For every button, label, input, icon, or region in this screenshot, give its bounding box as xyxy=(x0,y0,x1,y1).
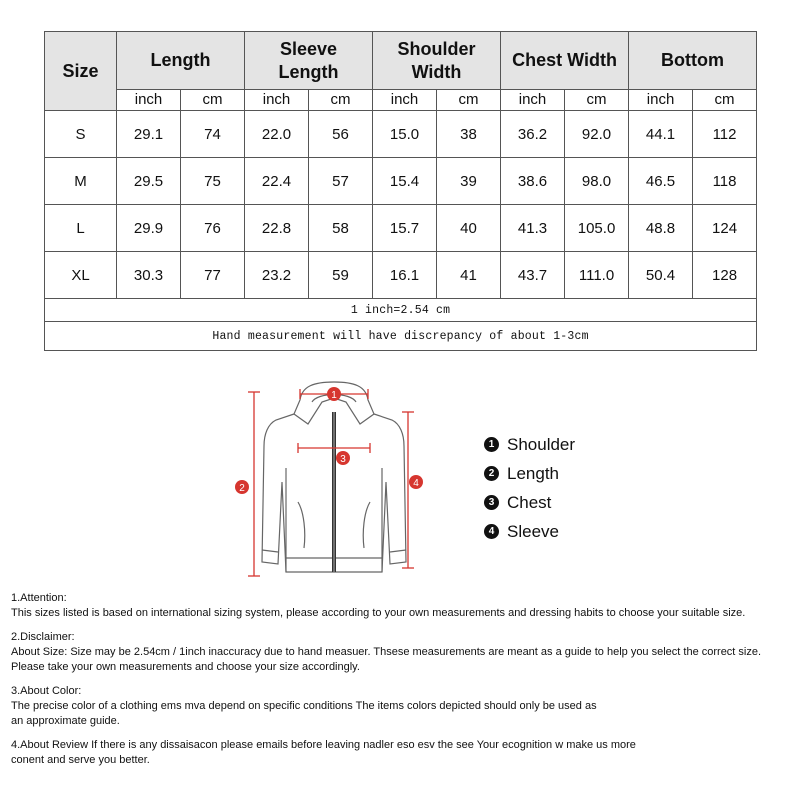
table-cell: 75 xyxy=(181,158,245,205)
legend-number: 4 xyxy=(484,524,499,539)
legend-item-length xyxy=(480,459,575,488)
table-cell: 56 xyxy=(309,111,373,158)
note-review xyxy=(11,738,796,768)
table-cell: 41 xyxy=(437,252,501,299)
notes-section xyxy=(11,591,796,777)
table-cell: 22.0 xyxy=(245,111,309,158)
size-chart-table xyxy=(44,31,757,351)
table-cell: 112 xyxy=(693,111,757,158)
jacket-measurement-diagram xyxy=(228,372,440,584)
table-cell: 40 xyxy=(437,205,501,252)
table-cell: 59 xyxy=(309,252,373,299)
legend-item-shoulder xyxy=(480,430,575,459)
units-row xyxy=(45,90,757,111)
note-attention xyxy=(11,591,796,621)
legend-item-chest xyxy=(480,488,575,517)
table-cell: 30.3 xyxy=(117,252,181,299)
table-cell: 38.6 xyxy=(501,158,565,205)
table-row xyxy=(45,111,757,158)
unit-cell: cm xyxy=(437,90,501,111)
header-sleeve-line2: Length xyxy=(278,61,339,82)
unit-cell: inch xyxy=(501,90,565,111)
table-cell: 77 xyxy=(181,252,245,299)
legend-number: 3 xyxy=(484,495,499,510)
table-cell: 92.0 xyxy=(565,111,629,158)
note-disclaimer xyxy=(11,630,796,675)
table-row xyxy=(45,252,757,299)
legend-label: Sleeve xyxy=(507,521,559,541)
table-cell: 43.7 xyxy=(501,252,565,299)
note-line: Please take your own measurements and choose your size accordingly. xyxy=(11,661,360,673)
marker-4 xyxy=(409,475,423,489)
table-cell: 22.8 xyxy=(245,205,309,252)
header-shoulder-width xyxy=(373,32,501,90)
legend-item-sleeve xyxy=(480,517,575,546)
header-size: Size xyxy=(45,32,117,111)
table-row xyxy=(45,205,757,252)
note-line: conent and serve you better. xyxy=(11,754,150,766)
conversion-note: 1 inch=2.54 cm xyxy=(45,299,757,322)
marker-2 xyxy=(235,480,249,494)
legend-label: Shoulder xyxy=(507,434,576,454)
note-line: This sizes listed is based on international sizing system, please according to your own measurements and dressing habits to choose your suitable size. xyxy=(11,607,746,619)
size-rows xyxy=(45,111,757,299)
note-line: About Size: Size may be 2.54cm / 1inch inaccuracy due to hand measuer. Thsese measurements are meant as a guide to help you select the correct size. xyxy=(11,646,762,658)
table-cell: 44.1 xyxy=(629,111,693,158)
note-line: 4.About Review If there is any dissaisacon please emails before leaving nadler eso esv the see Your ecognition w make us more xyxy=(11,739,636,751)
size-label: S xyxy=(45,111,117,158)
legend-label: Length xyxy=(507,463,559,483)
table-cell: 15.4 xyxy=(373,158,437,205)
table-cell: 36.2 xyxy=(501,111,565,158)
table-cell: 29.5 xyxy=(117,158,181,205)
table-cell: 74 xyxy=(181,111,245,158)
measurement-legend xyxy=(480,430,575,546)
svg-text:2: 2 xyxy=(239,483,245,494)
header-shoulder-line1: Shoulder xyxy=(397,38,476,59)
unit-cell: cm xyxy=(309,90,373,111)
unit-cell: cm xyxy=(565,90,629,111)
table-cell: 15.0 xyxy=(373,111,437,158)
header-shoulder-line2: Width xyxy=(411,61,462,82)
discrepancy-note-row xyxy=(45,322,757,351)
table-cell: 15.7 xyxy=(373,205,437,252)
unit-cell: inch xyxy=(629,90,693,111)
size-label: M xyxy=(45,158,117,205)
unit-cell: inch xyxy=(245,90,309,111)
table-cell: 39 xyxy=(437,158,501,205)
table-cell: 23.2 xyxy=(245,252,309,299)
table-cell: 50.4 xyxy=(629,252,693,299)
header-row xyxy=(45,32,757,90)
table-cell: 111.0 xyxy=(565,252,629,299)
table-cell: 46.5 xyxy=(629,158,693,205)
note-title: 2.Disclaimer: xyxy=(11,631,75,643)
size-label: L xyxy=(45,205,117,252)
table-cell: 57 xyxy=(309,158,373,205)
header-sleeve-line1: Sleeve xyxy=(279,38,338,59)
header-sleeve-length xyxy=(245,32,373,90)
table-cell: 48.8 xyxy=(629,205,693,252)
unit-cell: inch xyxy=(373,90,437,111)
table-cell: 76 xyxy=(181,205,245,252)
table-cell: 124 xyxy=(693,205,757,252)
marker-1 xyxy=(327,387,341,401)
conversion-note-row xyxy=(45,299,757,322)
table-cell: 22.4 xyxy=(245,158,309,205)
note-title: 1.Attention: xyxy=(11,592,67,604)
table-cell: 41.3 xyxy=(501,205,565,252)
unit-cell: cm xyxy=(693,90,757,111)
legend-number: 2 xyxy=(484,466,499,481)
legend-number: 1 xyxy=(484,437,499,452)
table-cell: 98.0 xyxy=(565,158,629,205)
size-label: XL xyxy=(45,252,117,299)
header-bottom: Bottom xyxy=(629,32,757,90)
unit-cell: inch xyxy=(117,90,181,111)
note-color xyxy=(11,684,796,729)
note-line: The precise color of a clothing ems mva depend on specific conditions The items colors depicted should only be used as xyxy=(11,700,597,712)
header-length: Length xyxy=(117,32,245,90)
table-row xyxy=(45,158,757,205)
table-cell: 105.0 xyxy=(565,205,629,252)
table-cell: 29.1 xyxy=(117,111,181,158)
svg-text:4: 4 xyxy=(413,478,419,489)
table-cell: 118 xyxy=(693,158,757,205)
table-cell: 16.1 xyxy=(373,252,437,299)
svg-text:3: 3 xyxy=(340,454,346,465)
discrepancy-note: Hand measurement will have discrepancy of about 1-3cm xyxy=(45,322,757,351)
unit-cell: cm xyxy=(181,90,245,111)
table-cell: 58 xyxy=(309,205,373,252)
note-line: an approximate guide. xyxy=(11,715,120,727)
svg-text:1: 1 xyxy=(331,390,337,401)
table-cell: 29.9 xyxy=(117,205,181,252)
legend-label: Chest xyxy=(507,492,552,512)
marker-3 xyxy=(336,451,350,465)
header-chest-width: Chest Width xyxy=(501,32,629,90)
table-cell: 38 xyxy=(437,111,501,158)
note-title: 3.About Color: xyxy=(11,685,82,697)
table-cell: 128 xyxy=(693,252,757,299)
